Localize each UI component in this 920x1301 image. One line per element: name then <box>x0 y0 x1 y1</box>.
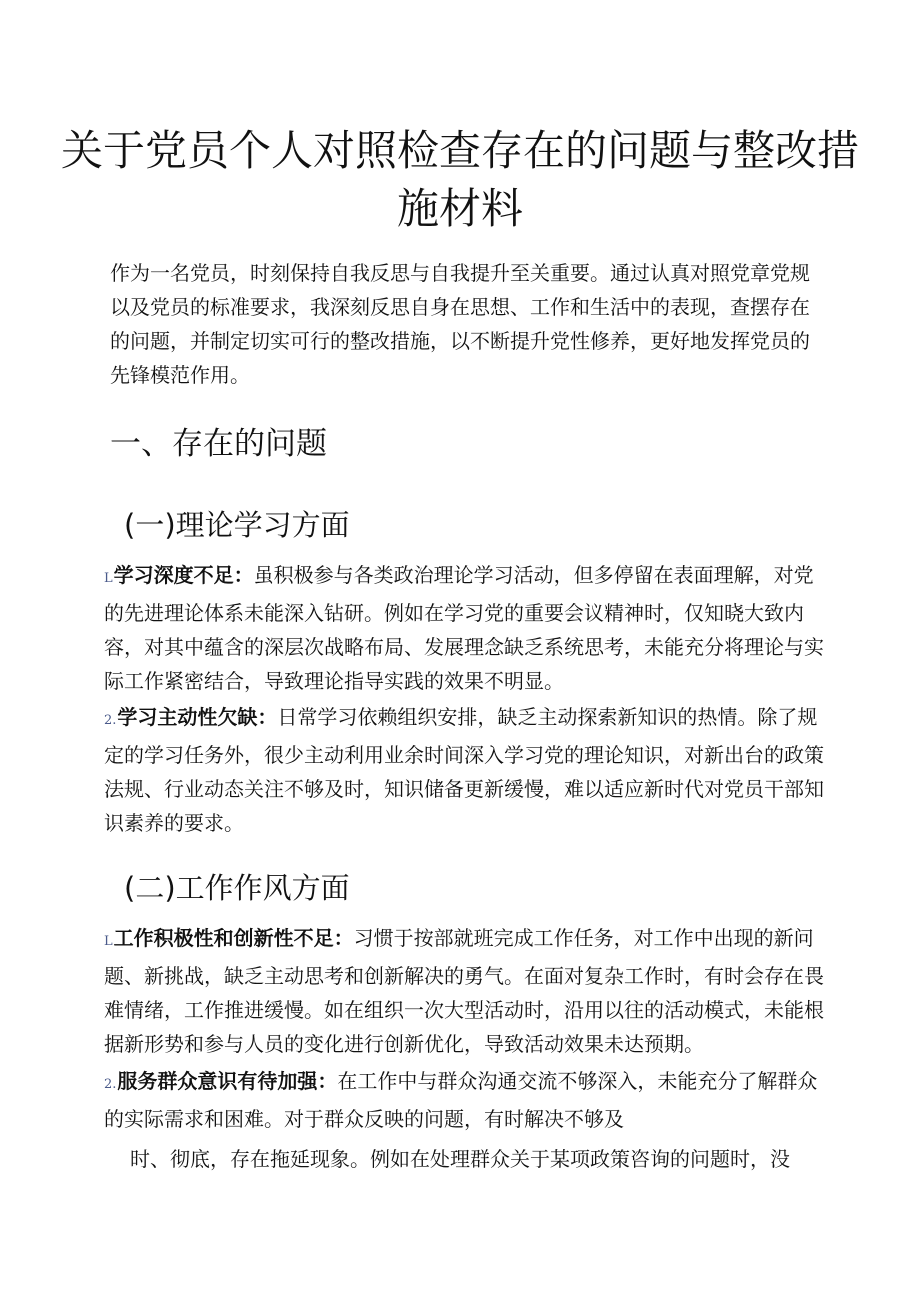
list-item <box>104 921 824 1061</box>
document-title: 关于党员个人对照检查存在的问题与整改措施材料 <box>60 126 859 233</box>
list-item-body: 在工作中与群众沟通交流不够深入，未能充分了解群众的实际需求和困难。对于群众反映的问题，有时解决不够及 <box>104 1069 818 1131</box>
list-item-number: 2. <box>104 713 117 728</box>
list-item-heading: 学习主动性欠缺： <box>117 705 278 729</box>
section-heading-problems: 一、存在的问题 <box>110 426 327 462</box>
continuation-paragraph: 时、彻底，存在拖延现象。例如在处理群众关于某项政策咨询的问题时，没 <box>130 1147 790 1171</box>
list-item <box>104 700 824 840</box>
list-item-number: L <box>104 571 113 586</box>
list-item-body: 日常学习依赖组织安排，缺乏主动探索新知识的热情。除了规定的学习任务外，很少主动利用业余时间深入学习党的理论知识，对新出台的政策法规、行业动态关注不够及时，知识储备更新缓慢，难以适应新时代对党员干部知识素养的要求。 <box>104 705 824 835</box>
list-item-number: L <box>104 934 113 949</box>
list-item-body: 习惯于按部就班完成工作任务，对工作中出现的新问题、新挑战，缺乏主动思考和创新解决的勇气。在面对复杂工作时，有时会存在畏难情绪，工作推进缓慢。如在组织一次大型活动时，沿用以往的活动模式，未能根据新形势和参与人员的变化进行创新优化，导致活动效果未达预期。 <box>104 926 824 1056</box>
subsection-heading-work-style: (二)工作作风方面 <box>124 871 350 905</box>
list-item <box>104 558 824 698</box>
intro-paragraph: 作为一名党员，时刻保持自我反思与自我提升至关重要。通过认真对照党章党规以及党员的标准要求，我深刻反思自身在思想、工作和生活中的表现，查摆存在的问题，并制定切实可行的整改措施，以不断提升党性修养，更好地发挥党员的先锋模范作用。 <box>110 261 810 387</box>
list-item-heading: 服务群众意识有待加强： <box>117 1069 338 1093</box>
subsection-heading-theory-study: (一)理论学习方面 <box>124 508 350 542</box>
list-item-heading: 工作积极性和创新性不足： <box>113 926 354 950</box>
list-item-heading: 学习深度不足： <box>113 563 254 587</box>
list-item-body: 虽积极参与各类政治理论学习活动，但多停留在表面理解，对党的先进理论体系未能深入钻研。例如在学习党的重要会议精神时，仅知晓大致内容，对其中蕴含的深层次战略布局、发展理念缺乏系统思考，未能充分将理论与实际工作紧密结合，导致理论指导实践的效果不明显。 <box>104 563 824 693</box>
list-item <box>104 1064 824 1136</box>
list-item-number: 2. <box>104 1077 117 1092</box>
